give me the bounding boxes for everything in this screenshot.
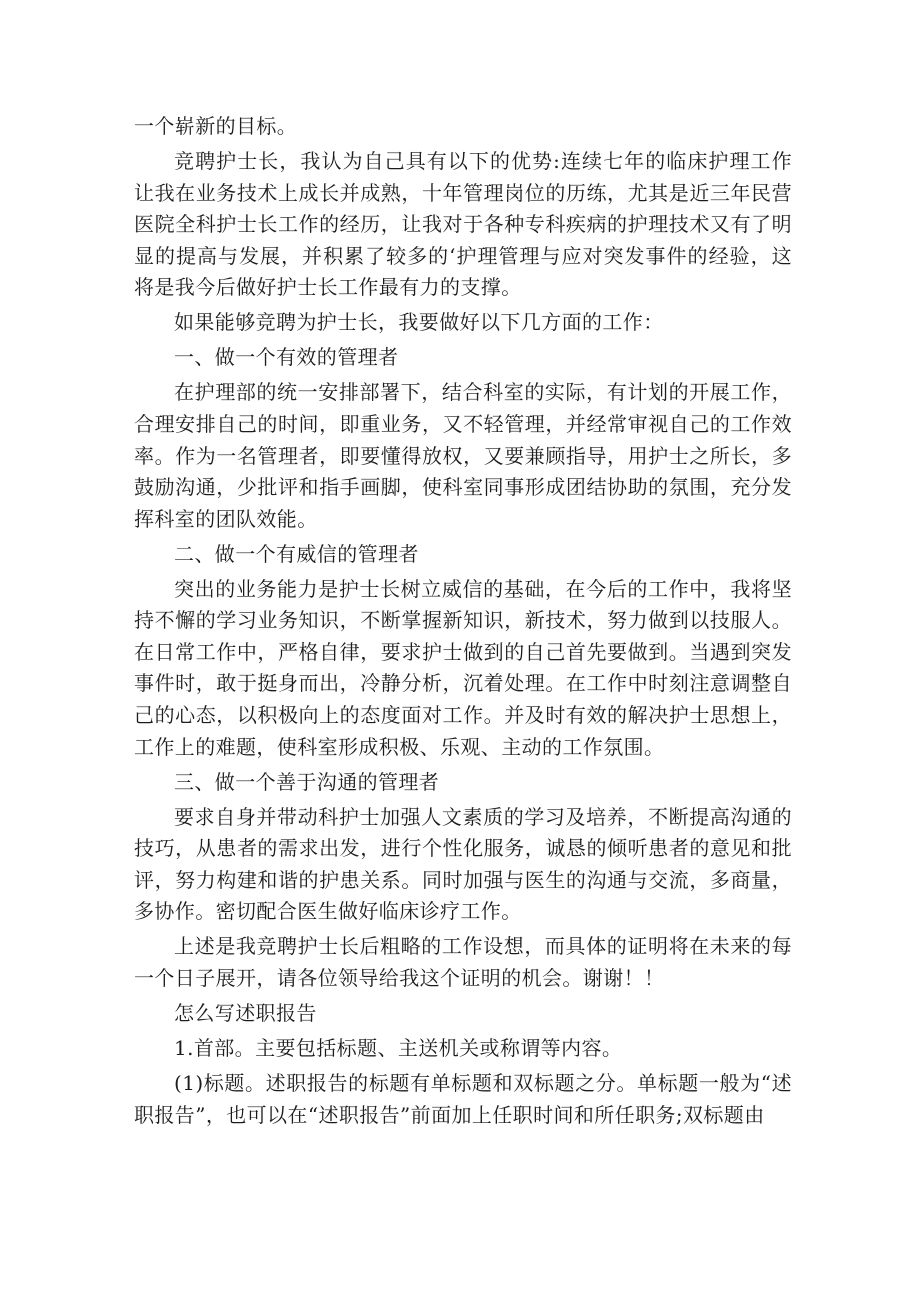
paragraph-closing: 上述是我竞聘护士长后粗略的工作设想，而具体的证明将在未来的每一个日子展开，请各位领导给我这个证明的机会。谢谢！！ — [134, 934, 792, 990]
heading-how-to-write-report: 怎么写述职报告 — [174, 1000, 317, 1025]
paragraph-communication-manager: 要求自身并带动科护士加强人文素质的学习及培养，不断提高沟通的技巧，从患者的需求出发，进行个性化服务，诚恳的倾听患者的意见和批评，努力构建和谐的护患关系。同时加强与医生的沟通与交流，多商量，多协作。密切配合医生做好临床诊疗工作。 — [134, 804, 792, 924]
document-body — [134, 111, 792, 1134]
paragraph-effective-manager: 在护理部的统一安排部署下，结合科室的实际，有计划的开展工作，合理安排自己的时间，即重业务，又不轻管理，并经常审视自己的工作效率。作为一名管理者，即要懂得放权，又要兼顾指导，用护士之所长，多鼓励沟通，少批评和指手画脚，使科室同事形成团结协助的氛围，充分发挥科室的团队效能。 — [134, 380, 792, 531]
paragraph-report-header: 1.首部。主要包括标题、主送机关或称谓等内容。 — [174, 1035, 623, 1060]
paragraph-report-title: (1)标题。述职报告的标题有单标题和双标题之分。单标题一般为“述职报告”，也可以在“述职报告”前面加上任职时间和所任职务;双标题由 — [134, 1070, 792, 1127]
heading-prestige-manager: 二、做一个有威信的管理者 — [174, 541, 419, 566]
paragraph-prestige-manager: 突出的业务能力是护士长树立威信的基础，在今后的工作中，我将坚持不懈的学习业务知识，不断掌握新知识，新技术，努力做到以技服人。在日常工作中，严格自律，要求护士做到的自己首先要做到。当遇到突发事件时，敢于挺身而出，冷静分析，沉着处理。在工作中时刻注意调整自己的心态，以积极向上的态度面对工作。并及时有效的解决护士思想上，工作上的难题，使科室形成积极、乐观、主动的工作氛围。 — [134, 576, 792, 759]
heading-effective-manager: 一、做一个有效的管理者 — [174, 345, 399, 370]
heading-communication-manager: 三、做一个善于沟通的管理者 — [174, 769, 440, 794]
paragraph-work-plan-intro: 如果能够竞聘为护士长，我要做好以下几方面的工作： — [174, 310, 664, 335]
paragraph-advantages: 竞聘护士长，我认为自己具有以下的优势:连续七年的临床护理工作让我在业务技术上成长并成熟，十年管理岗位的历练，尤其是近三年民营医院全科护士长工作的经历，让我对于各种专科疾病的护理技术又有了明显的提高与发展，并积累了较多的‘护理管理与应对突发事件的经验，这将是我今后做好护士长工作最有力的支撑。 — [134, 148, 792, 300]
paragraph-intro-fragment: 一个崭新的目标。 — [134, 114, 298, 138]
